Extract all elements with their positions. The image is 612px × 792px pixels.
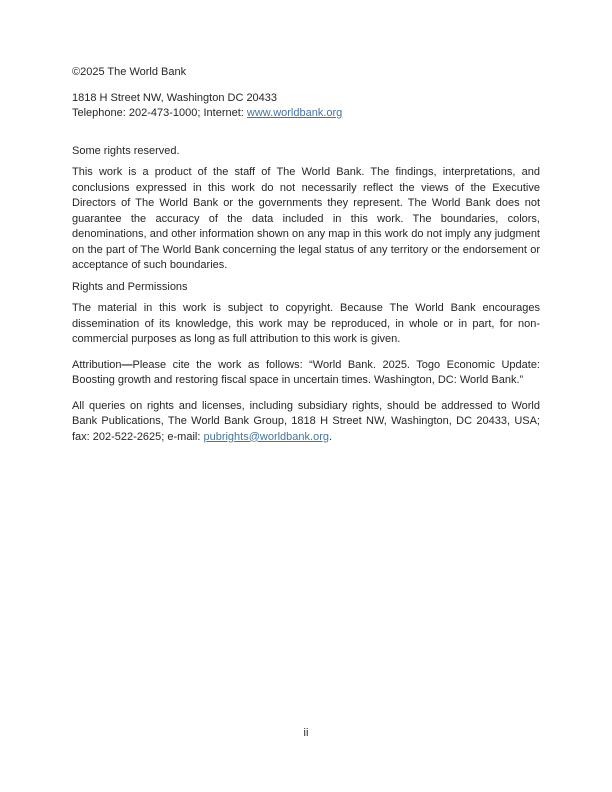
- address-line: 1818 H Street NW, Washington DC 20433: [72, 91, 278, 104]
- contact-prefix: Telephone: 202-473-1000; Internet:: [72, 107, 247, 119]
- address-block: [72, 91, 540, 122]
- queries-suffix: .: [328, 430, 333, 443]
- attribution-paragraph: [72, 358, 540, 389]
- attribution-text: Please cite the work as follows: “World Bank. 2025. Togo Economic Update: Boosting growth and restoring fiscal space in uncertain times. Washington, DC: World Bank.”: [72, 358, 540, 386]
- attribution-word: Attribution: [72, 358, 122, 371]
- queries-prefix: All queries on rights and licenses, including subsidiary rights, should be addressed to World Bank Publications, The World Bank Group, 1818 H Street NW, Washington, DC 20433, USA; fax: 202-522-2625; e-mail:: [72, 399, 540, 443]
- email-link[interactable]: pubrights@worldbank.org: [203, 430, 329, 443]
- copyright-terms-paragraph: The material in this work is subject to copyright. Because The World Bank encourages dissemination of its knowledge, this work may be reproduced, in whole or in part, for non-commercial purposes as long as full attribution to this work is given.: [72, 302, 540, 345]
- page-number: ii: [303, 727, 309, 739]
- disclaimer-paragraph: This work is a product of the staff of The World Bank. The findings, interpretations, and conclusions expressed in this work do not necessarily reflect the views of the Executive Directors of The World Bank or the governments they represent. The World Bank does not guarantee the accuracy of the data included in this work. The boundaries, colors, denominations, and other information shown on any map in this work do not imply any judgment on the part of The World Bank concerning the legal status of any territory or the endorsement or acceptance of such boundaries.: [72, 166, 540, 271]
- some-rights-line: Some rights reserved.: [72, 144, 180, 157]
- queries-paragraph: [72, 399, 540, 446]
- rights-permissions-heading: Rights and Permissions: [72, 280, 188, 293]
- copyright-line: ©2025 The World Bank: [72, 66, 187, 78]
- website-link[interactable]: www.worldbank.org: [246, 107, 343, 119]
- attribution-dash: —: [121, 358, 133, 371]
